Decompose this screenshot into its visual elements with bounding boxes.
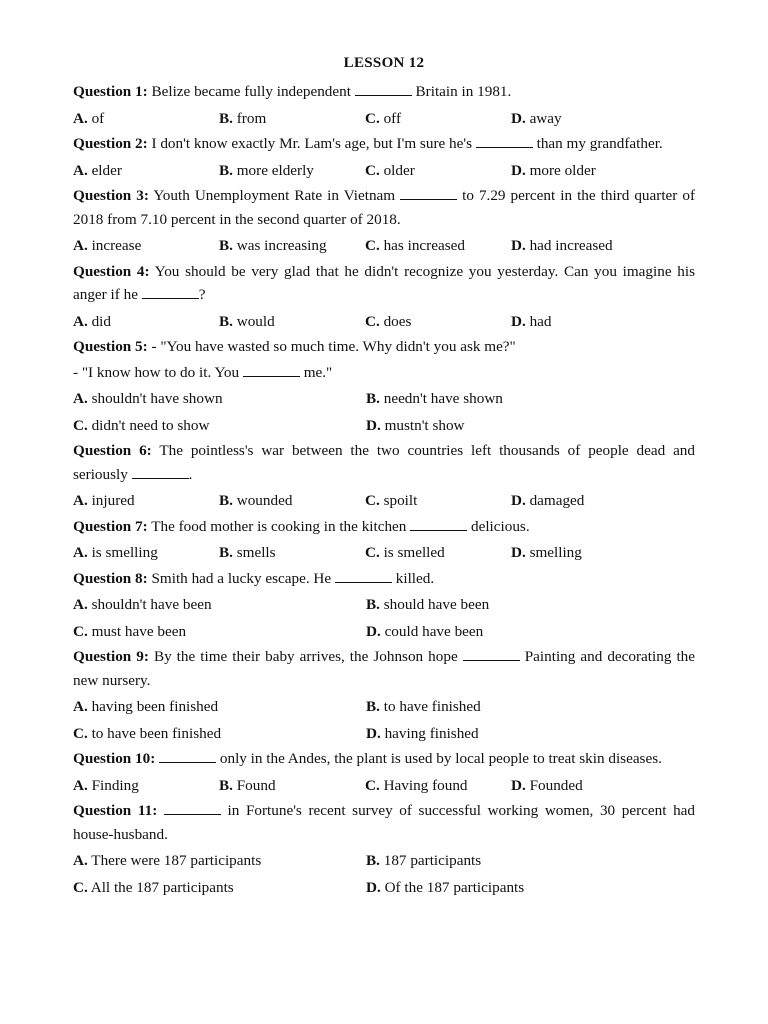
option-letter: D. (366, 878, 381, 896)
question-stem (73, 567, 695, 591)
answer-blank (400, 187, 457, 200)
option-d[interactable] (366, 620, 659, 644)
question-block (73, 184, 695, 258)
option-letter: A. (73, 312, 88, 330)
question-label: Question 6: (73, 442, 152, 459)
option-d[interactable] (366, 414, 659, 438)
options-grid (73, 489, 695, 513)
option-text: damaged (529, 492, 585, 509)
option-text: injured (91, 492, 135, 509)
option-b[interactable] (219, 489, 365, 513)
question-label: Question 2: (73, 135, 148, 152)
option-letter: D. (511, 776, 526, 794)
question-text: only in the Andes, the plant is used by local people to treat skin diseases. (216, 750, 662, 767)
option-letter: C. (73, 416, 88, 434)
question-block (73, 80, 695, 130)
option-letter: D. (366, 416, 381, 434)
option-text: spoilt (383, 492, 418, 509)
option-text: 187 participants (383, 852, 482, 869)
option-d[interactable] (511, 159, 657, 183)
option-letter: C. (365, 544, 380, 561)
options-grid (73, 387, 695, 437)
options-grid (73, 107, 695, 131)
question-label: Question 10: (73, 750, 156, 767)
option-a[interactable] (73, 849, 366, 873)
option-letter: B. (366, 596, 380, 613)
option-text: had increased (529, 237, 613, 254)
option-b[interactable] (366, 593, 659, 617)
question-text: The pointless's war between the two countries left thousands of people dead and seriously (73, 442, 695, 483)
option-b[interactable] (219, 107, 365, 131)
option-c[interactable] (73, 620, 366, 644)
option-letter: C. (73, 878, 88, 896)
answer-blank (355, 83, 412, 96)
option-b[interactable] (219, 310, 365, 334)
option-a[interactable] (73, 489, 219, 513)
option-a[interactable] (73, 234, 219, 258)
question-text: I don't know exactly Mr. Lam's age, but I'm sure he's (151, 135, 476, 152)
question-block (73, 439, 695, 513)
option-d[interactable] (511, 107, 657, 131)
option-text: mustn't show (384, 416, 465, 434)
option-letter: D. (366, 622, 381, 640)
option-c[interactable] (365, 541, 511, 565)
option-text: older (383, 161, 415, 179)
option-letter: A. (73, 698, 88, 715)
answer-blank (410, 518, 467, 531)
question-stem (73, 439, 695, 486)
worksheet-page (73, 52, 695, 899)
question-block (73, 645, 695, 745)
options-grid (73, 849, 695, 899)
question-text: The food mother is cooking in the kitchen (151, 517, 411, 535)
option-letter: A. (73, 161, 88, 179)
option-b[interactable] (219, 541, 365, 565)
option-letter: B. (219, 237, 233, 254)
question-stem (73, 260, 695, 307)
option-letter: D. (366, 724, 381, 742)
option-text: more elderly (236, 161, 314, 179)
options-grid (73, 774, 695, 798)
question-label: Question 9: (73, 648, 149, 665)
option-letter: D. (511, 109, 526, 127)
question-block (73, 260, 695, 334)
option-text: increase (91, 237, 142, 254)
option-text: must have been (91, 622, 187, 640)
question-text: delicious. (467, 517, 530, 535)
question-stem (73, 645, 695, 692)
question-text: Painting and decorating the new nursery. (73, 648, 695, 689)
option-text: Founded (529, 776, 583, 794)
option-b[interactable] (219, 774, 365, 798)
option-b[interactable] (366, 387, 659, 411)
option-c[interactable] (73, 876, 366, 900)
question-block (73, 132, 695, 182)
option-d[interactable] (511, 234, 657, 258)
option-text: to have finished (383, 698, 481, 715)
option-c[interactable] (365, 310, 511, 334)
option-a[interactable] (73, 593, 366, 617)
option-letter: D. (511, 492, 526, 509)
question-list (73, 80, 695, 899)
option-text: did (91, 312, 111, 330)
question-label: Question 4: (73, 262, 150, 280)
option-a[interactable] (73, 159, 219, 183)
option-text: should have been (383, 596, 490, 613)
option-c[interactable] (365, 107, 511, 131)
option-letter: B. (219, 776, 233, 794)
option-text: having finished (384, 724, 479, 742)
option-text: All the 187 participants (90, 878, 234, 896)
option-d[interactable] (511, 310, 657, 334)
option-text: Finding (91, 776, 139, 794)
option-text: shouldn't have been (91, 596, 212, 613)
question-text: Smith had a lucky escape. He (151, 569, 335, 587)
option-text: didn't need to show (91, 416, 210, 434)
question-stem (73, 335, 695, 359)
option-text: more older (529, 161, 596, 179)
option-letter: B. (219, 161, 233, 179)
option-text: is smelled (383, 544, 445, 561)
option-letter: D. (511, 237, 526, 254)
question-stem (73, 799, 695, 846)
option-b[interactable] (219, 234, 365, 258)
option-text: is smelling (91, 544, 158, 561)
question-block (73, 515, 695, 565)
option-letter: A. (73, 596, 88, 613)
option-d[interactable] (366, 722, 659, 746)
option-letter: A. (73, 390, 88, 407)
options-grid (73, 541, 695, 565)
option-letter: A. (73, 109, 88, 127)
question-text: You should be very glad that he didn't recognize you yesterday. Can you imagine his anger if he (73, 262, 696, 303)
option-text: off (383, 109, 401, 127)
option-letter: B. (219, 109, 233, 127)
question-text: killed. (391, 569, 435, 587)
option-text: elder (91, 161, 122, 179)
option-letter: B. (366, 852, 380, 869)
option-c[interactable] (73, 722, 366, 746)
option-text: Having found (383, 776, 468, 794)
option-c[interactable] (365, 489, 511, 513)
option-text: was increasing (236, 237, 327, 254)
question-dialogue-line (73, 361, 695, 385)
option-text: to have been finished (91, 724, 222, 742)
option-text: smelling (529, 544, 582, 561)
question-text: Britain in 1981. (411, 83, 512, 100)
option-a[interactable] (73, 387, 366, 411)
question-text: . (188, 465, 193, 483)
option-c[interactable] (365, 159, 511, 183)
option-text: from (236, 109, 267, 127)
option-text: could have been (384, 622, 484, 640)
option-b[interactable] (366, 695, 659, 719)
option-a[interactable] (73, 310, 219, 334)
option-b[interactable] (366, 849, 659, 873)
question-label: Question 5: (73, 338, 148, 355)
question-block (73, 335, 695, 437)
answer-blank (164, 802, 221, 815)
option-letter: B. (366, 390, 380, 407)
option-letter: A. (73, 237, 88, 254)
question-text: to 7.29 percent in the third quarter of 2018 from 7.10 percent in the second quarter of 2018. (73, 187, 695, 228)
option-text: Of the 187 participants (384, 878, 525, 896)
answer-blank (243, 364, 300, 377)
option-text: of (91, 109, 105, 127)
question-stem (73, 515, 695, 539)
question-text: By the time their baby arrives, the Johnson hope (153, 648, 463, 665)
question-label: Question 8: (73, 569, 148, 587)
option-text: does (383, 312, 412, 330)
option-letter: B. (219, 312, 233, 330)
option-text: had (529, 312, 552, 330)
answer-blank (335, 570, 392, 583)
question-text: than my grandfather. (532, 135, 663, 152)
option-c[interactable] (73, 414, 366, 438)
question-stem (73, 80, 695, 104)
option-text: has increased (383, 237, 465, 254)
option-d[interactable] (511, 489, 657, 513)
option-d[interactable] (511, 774, 657, 798)
option-letter: C. (365, 312, 380, 330)
question-text: in Fortune's recent survey of successful working women, 30 percent had house-husband. (73, 802, 696, 843)
option-d[interactable] (511, 541, 657, 565)
option-c[interactable] (365, 234, 511, 258)
option-letter: B. (219, 544, 233, 561)
options-grid (73, 593, 695, 643)
option-a[interactable] (73, 774, 219, 798)
options-grid (73, 310, 695, 334)
option-c[interactable] (365, 774, 511, 798)
option-letter: C. (365, 161, 380, 179)
question-block (73, 747, 695, 797)
option-b[interactable] (219, 159, 365, 183)
option-letter: C. (73, 724, 88, 742)
question-text: Youth Unemployment Rate in Vietnam (153, 187, 401, 204)
question-text: me." (299, 363, 333, 381)
option-text: wounded (236, 492, 293, 509)
option-text: Found (236, 776, 276, 794)
option-letter: D. (511, 161, 526, 179)
question-text: ? (198, 286, 206, 303)
option-text: would (236, 312, 275, 330)
question-block (73, 799, 695, 899)
option-d[interactable] (366, 876, 659, 900)
option-text: having been finished (91, 698, 219, 715)
question-stem (73, 747, 695, 771)
option-letter: C. (365, 492, 380, 509)
question-block (73, 567, 695, 644)
option-letter: A. (73, 544, 88, 561)
option-letter: C. (365, 237, 380, 254)
question-label: Question 11: (73, 802, 158, 819)
option-letter: B. (366, 698, 380, 715)
option-text: There were 187 participants (91, 852, 262, 869)
option-letter: C. (365, 109, 380, 127)
question-text: - "You have wasted so much time. Why didn't you ask me?" (151, 338, 516, 355)
option-a[interactable] (73, 107, 219, 131)
option-a[interactable] (73, 695, 366, 719)
question-label: Question 1: (73, 83, 148, 100)
option-letter: A. (73, 492, 88, 509)
question-text: - "I know how to do it. You (73, 363, 243, 381)
option-letter: C. (73, 622, 88, 640)
option-letter: D. (511, 544, 526, 561)
answer-blank (463, 648, 520, 661)
question-stem (73, 184, 695, 231)
question-stem (73, 132, 695, 156)
option-text: shouldn't have shown (91, 390, 223, 407)
answer-blank (159, 750, 216, 763)
option-text: smells (236, 544, 276, 561)
question-label: Question 3: (73, 187, 149, 204)
option-a[interactable] (73, 541, 219, 565)
option-text: away (529, 109, 562, 127)
answer-blank (142, 286, 199, 299)
options-grid (73, 695, 695, 745)
options-grid (73, 234, 695, 258)
option-text: needn't have shown (383, 390, 503, 407)
option-letter: C. (365, 776, 380, 794)
lesson-title: LESSON 12 (343, 55, 425, 71)
question-text: Belize became fully independent (151, 83, 355, 100)
option-letter: D. (511, 312, 526, 330)
option-letter: A. (73, 852, 88, 869)
question-label: Question 7: (73, 517, 148, 535)
option-letter: A. (73, 776, 88, 794)
options-grid (73, 159, 695, 183)
answer-blank (476, 135, 533, 148)
option-letter: B. (219, 492, 233, 509)
answer-blank (132, 466, 189, 479)
